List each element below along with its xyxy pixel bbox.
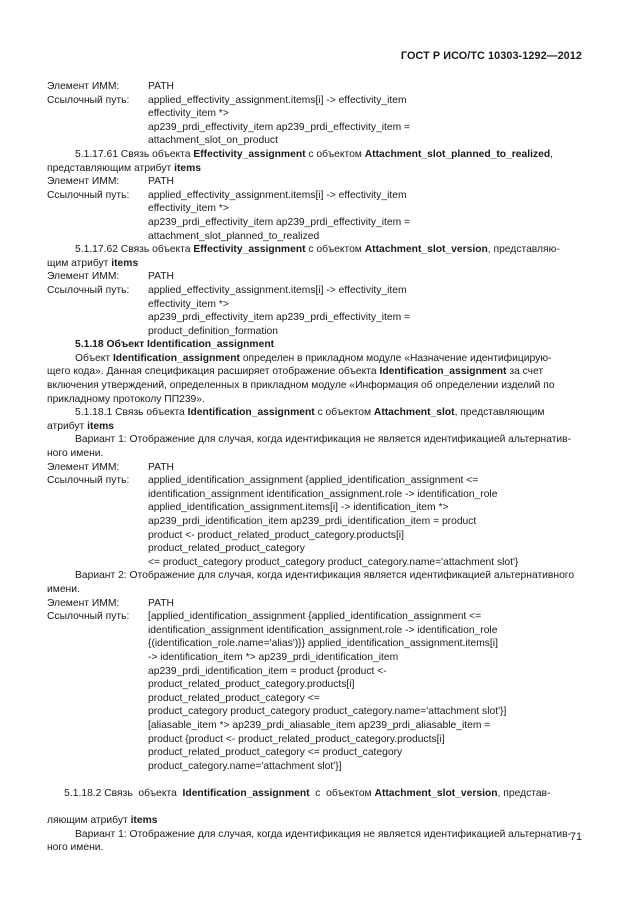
section-5-1-17-61: 5.1.17.61 Связь объекта Effectivity_assignment с объектом Attachment_slot_planned_to_realized, bbox=[75, 148, 554, 160]
variant-1-text: Вариант 1: Отображение для случая, когда идентификация не является идентификацией альтернатив- bbox=[75, 828, 572, 840]
object-name: Identification_assignment bbox=[182, 787, 310, 799]
element-value: PATH bbox=[148, 461, 174, 473]
paragraph-line: прикладному протоколу ПП239». bbox=[47, 393, 205, 405]
ref-line: effectivity_item *> bbox=[148, 203, 229, 215]
ref-row bbox=[47, 189, 583, 243]
ref-line: effectivity_item *> bbox=[148, 298, 229, 310]
ref-line: applied_effectivity_assignment.items[i] -> effectivity_item bbox=[148, 284, 407, 296]
ref-path bbox=[148, 610, 583, 773]
ref-line: ap239_prdi_effectivity_item ap239_prdi_effectivity_item = bbox=[148, 121, 411, 133]
element-row bbox=[47, 175, 583, 189]
element-value: PATH bbox=[148, 597, 174, 609]
ref-line: attachment_slot_on_product bbox=[148, 135, 278, 147]
ref-line: applied_effectivity_assignment.items[i] -> effectivity_item bbox=[148, 94, 407, 106]
attribute-name: items bbox=[87, 420, 114, 432]
attribute-name: items bbox=[130, 815, 158, 827]
ref-line: applied_identification_assignment.items[i] -> identification_item *> bbox=[148, 502, 449, 514]
section-5-1-18-2: 5.1.18.2 Связь объекта Identification_assignment с объектом Attachment_slot_version, представ- bbox=[64, 787, 551, 799]
ref-line: [aliasable_item *> ap239_prdi_aliasable_item ap239_prdi_aliasable_item = bbox=[148, 719, 491, 731]
section-5-1-17-62: 5.1.17.62 Связь объекта Effectivity_assignment с объектом Attachment_slot_version, представляю- bbox=[75, 244, 560, 256]
element-label: Элемент ИММ: bbox=[47, 176, 120, 188]
target-object-name: Attachment_slot_version bbox=[364, 244, 488, 256]
element-row bbox=[47, 270, 583, 284]
ref-label: Ссылочный путь: bbox=[47, 94, 130, 106]
paragraph-line: включения утверждений, определенных в прикладном модуле «Информация об определении изделий по bbox=[47, 380, 555, 392]
ref-line: product_related_product_category.products[i] bbox=[148, 679, 355, 691]
ref-line: applied_identification_assignment {applied_identification_assignment <= bbox=[148, 475, 479, 487]
element-row bbox=[47, 461, 583, 475]
ref-line: ap239_prdi_effectivity_item ap239_prdi_effectivity_item = bbox=[148, 312, 411, 324]
ref-line: product_category product_category product_category.name='attachment slot'}] bbox=[148, 706, 507, 718]
ref-line: ap239_prdi_identification_item = product {product <- bbox=[148, 665, 387, 677]
section-heading-5-1-18: 5.1.18 Объект Identification_assignment bbox=[75, 339, 275, 351]
ref-line: attachment_slot_planned_to_realized bbox=[148, 230, 320, 242]
ref-path bbox=[148, 474, 583, 569]
ref-line: ap239_prdi_identification_item ap239_prdi_identification_item = product bbox=[148, 516, 477, 527]
ref-row bbox=[47, 94, 583, 148]
ref-line: effectivity_item *> bbox=[148, 108, 229, 120]
variant-2-text-line2: имени. bbox=[47, 583, 80, 595]
element-value: PATH bbox=[148, 271, 174, 283]
ref-path bbox=[148, 189, 583, 243]
attribute-name: items bbox=[174, 162, 201, 174]
ref-path bbox=[148, 284, 583, 338]
ref-line: product_related_product_category <= bbox=[148, 692, 320, 704]
element-label: Элемент ИММ: bbox=[47, 81, 120, 92]
target-object-name: Attachment_slot bbox=[373, 407, 455, 419]
ref-row bbox=[47, 610, 583, 773]
target-object-name: Attachment_slot_planned_to_realized bbox=[364, 148, 551, 160]
page-number: 71 bbox=[569, 831, 582, 843]
variant-1-text-line2: ного имени. bbox=[47, 842, 104, 854]
section-5-1-18-paragraph: Объект Identification_assignment определен в прикладном модуле «Назначение идентифицирую- bbox=[75, 352, 552, 364]
section-5-1-18-1-line2: атрибут items bbox=[47, 420, 114, 432]
ref-line: -> identification_item *> ap239_prdi_identification_item bbox=[148, 651, 399, 663]
element-row bbox=[47, 597, 583, 611]
ref-line: product_category.name='attachment slot'}] bbox=[148, 760, 342, 772]
section-5-1-18-1: 5.1.18.1 Связь объекта Identification_assignment с объектом Attachment_slot, представляющим bbox=[75, 407, 545, 419]
ref-line: identification_assignment identification_assignment.role -> identification_role bbox=[148, 624, 498, 636]
target-object-name: Attachment_slot_version bbox=[374, 787, 498, 799]
ref-line: <= product_category product_category product_category.name='attachment slot'} bbox=[148, 556, 519, 568]
ref-line: ap239_prdi_effectivity_item ap239_prdi_effectivity_item = bbox=[148, 216, 411, 228]
section-5-1-18-2-line2: ляющим атрибут items bbox=[47, 815, 158, 827]
ref-row bbox=[47, 474, 583, 569]
ref-label: Ссылочный путь: bbox=[47, 284, 130, 296]
ref-line: applied_effectivity_assignment.items[i] -> effectivity_item bbox=[148, 189, 407, 201]
object-name: Identification_assignment bbox=[187, 407, 315, 419]
variant-2-text: Вариант 2: Отображение для случая, когда идентификация является идентификацией альтернативного bbox=[75, 570, 575, 582]
element-label: Элемент ИММ: bbox=[47, 597, 120, 609]
ref-path bbox=[148, 94, 583, 148]
object-name: Effectivity_assignment bbox=[193, 244, 306, 256]
ref-line: product_definition_formation bbox=[148, 325, 278, 337]
page-content bbox=[47, 80, 583, 855]
section-5-1-17-62-line2: щим атрибут items bbox=[47, 257, 139, 269]
ref-line: product <- product_related_product_category.products[i] bbox=[148, 529, 404, 541]
attribute-name: items bbox=[111, 257, 139, 269]
heading-object: Identification_assignment bbox=[147, 339, 275, 351]
ref-line: product {product <- product_related_product_category.products[i] bbox=[148, 733, 445, 745]
paragraph-line: щего кода». Данная спецификация расширяет отображение объекта Identification_assignment за счет bbox=[47, 366, 544, 378]
element-value: PATH bbox=[148, 176, 174, 188]
element-label: Элемент ИММ: bbox=[47, 461, 120, 473]
element-row bbox=[47, 80, 583, 94]
ref-label: Ссылочный путь: bbox=[47, 475, 130, 487]
ref-line: [applied_identification_assignment {applied_identification_assignment <= bbox=[148, 611, 482, 623]
variant-1-text-line2: ного имени. bbox=[47, 448, 104, 460]
variant-1-text: Вариант 1: Отображение для случая, когда идентификация не является идентификацией альтернатив- bbox=[75, 434, 572, 446]
ref-line: {(identification_role.name='alias')}} applied_identification_assignment.items[i] bbox=[148, 638, 498, 650]
element-value: PATH bbox=[148, 81, 174, 92]
ref-label: Ссылочный путь: bbox=[47, 189, 130, 201]
ref-line: product_related_product_category <= product_category bbox=[148, 747, 403, 759]
section-5-1-17-61-line2: представляющим атрибут items bbox=[47, 162, 201, 174]
standard-header: ГОСТ Р ИСО/ТС 10303-1292—2012 bbox=[400, 50, 582, 62]
ref-line: identification_assignment identification_assignment.role -> identification_role bbox=[148, 488, 498, 500]
ref-label: Ссылочный путь: bbox=[47, 611, 130, 623]
ref-line: product_related_product_category bbox=[148, 543, 305, 555]
object-name: Effectivity_assignment bbox=[193, 148, 306, 160]
ref-row bbox=[47, 284, 583, 338]
element-label: Элемент ИММ: bbox=[47, 271, 120, 283]
